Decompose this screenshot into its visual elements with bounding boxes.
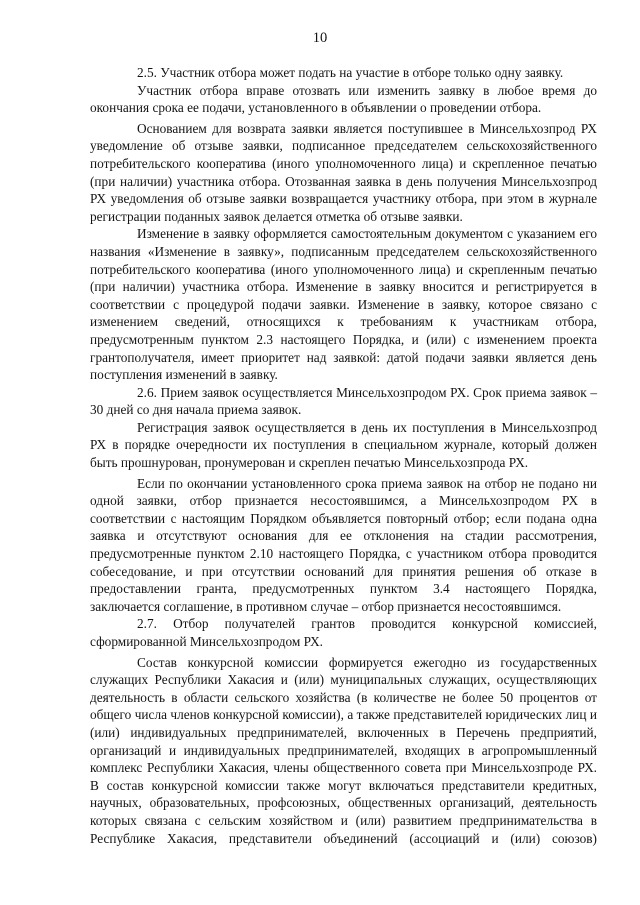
paragraph-2-6: 2.6. Прием заявок осуществляется Минсельхозпродом РХ. Срок приема заявок – 30 дней со дня начала приема заявок. <box>90 384 597 418</box>
paragraph-2-7: 2.7. Отбор получателей грантов проводится конкурсной комиссией, сформированной Минсельхозпродом РХ. <box>90 616 597 649</box>
paragraph-commission-composition: Состав конкурсной комиссии формируется ежегодно из государственных служащих Республики Хакасия и (или) муниципальных служащих, осуществляющих деятельность в области сельского хозяйства (в количестве не более 50 процентов от общего числа членов конкурсной комиссии), а также представителей юридических лиц и (или) индивидуальных предпринимателей, включенных в Перечень предприятий, организаций и индивидуальных предпринимателей, входящих в агропромышленный комплекс Республики Хакасия, члены общественного совета при Минсельхозпроде РХ. В состав конкурсной комиссии также могут включаться представители кредитных, научных, образовательных, профсоюзных, общественных организаций, деятельность которых связана с сельским хозяйством и (или) развитием предпринимательства в Республике Хакасия, представители объединений (ассоциаций и (или) союзов) <box>90 654 597 846</box>
paragraph-change-procedure: Изменение в заявку оформляется самостоятельным документом с указанием его названия «Изменение в заявку», подписанным председателем сельскохозяйственного потребительского кооператива (иного уполномоченного лица) и скрепленным печатью (при наличии) участника отбора. Изменение в заявку вносится и регистрируется в соответствии с процедурой подачи заявки. Изменение в заявку, которое связано с изменением сведений, относящихся к требованиям к участникам отбора, предусмотренным пунктом 2.3 настоящего Порядка, и (или) с изменением проекта грантополучателя, имеет приоритет над заявкой: датой подачи заявки является день поступления изменений в заявку. <box>90 226 597 383</box>
paragraph-withdraw-or-change: Участник отбора вправе отозвать или изменить заявку в любое время до окончания срока ее подачи, установленного в объявлении о проведении отбора. <box>90 82 597 116</box>
paragraph-registration: Регистрация заявок осуществляется в день их поступления в Минсельхозпрод РХ в порядке очередности их поступления в специальном журнале, который должен быть прошнурован, пронумерован и скреплен печатью Минсельхозпрода РХ. <box>90 419 597 471</box>
document-body <box>90 64 597 847</box>
paragraph-no-applications: Если по окончании установленного срока приема заявок на отбор не подано ни одной заявки, отбор признается несостоявшимся, а Минсельхозпродом РХ в соответствии с настоящим Порядком объявляется повторный отбор; если подана одна заявка и отсутствуют основания для ее отклонения на стадии рассмотрения, предусмотренные пунктом 2.10 настоящего Порядка, с участником отбора проводится собеседование, и при отсутствии оснований для принятия решения об отказе в предоставлении гранта, предусмотренных пунктом 3.4 настоящего Порядка, заключается соглашение, в противном случае – отбор признается несостоявшимся. <box>90 475 597 614</box>
page-number: 10 <box>312 30 328 46</box>
paragraph-return-grounds: Основанием для возврата заявки является поступившее в Минсельхозпрод РХ уведомление об отзыве заявки, подписанное председателем сельскохозяйственного потребительского кооператива (иного уполномоченного лица) и скрепленное печатью (при наличии) участника отбора. Отозванная заявка в день получения Минсельхозпрод РХ уведомления об отзыве заявки возвращается участнику отбора, при этом в журнале регистрации поданных заявок делается отметка об отзыве заявки. <box>90 120 597 224</box>
paragraph-2-5: 2.5. Участник отбора может подать на участие в отборе только одну заявку. <box>137 65 564 80</box>
